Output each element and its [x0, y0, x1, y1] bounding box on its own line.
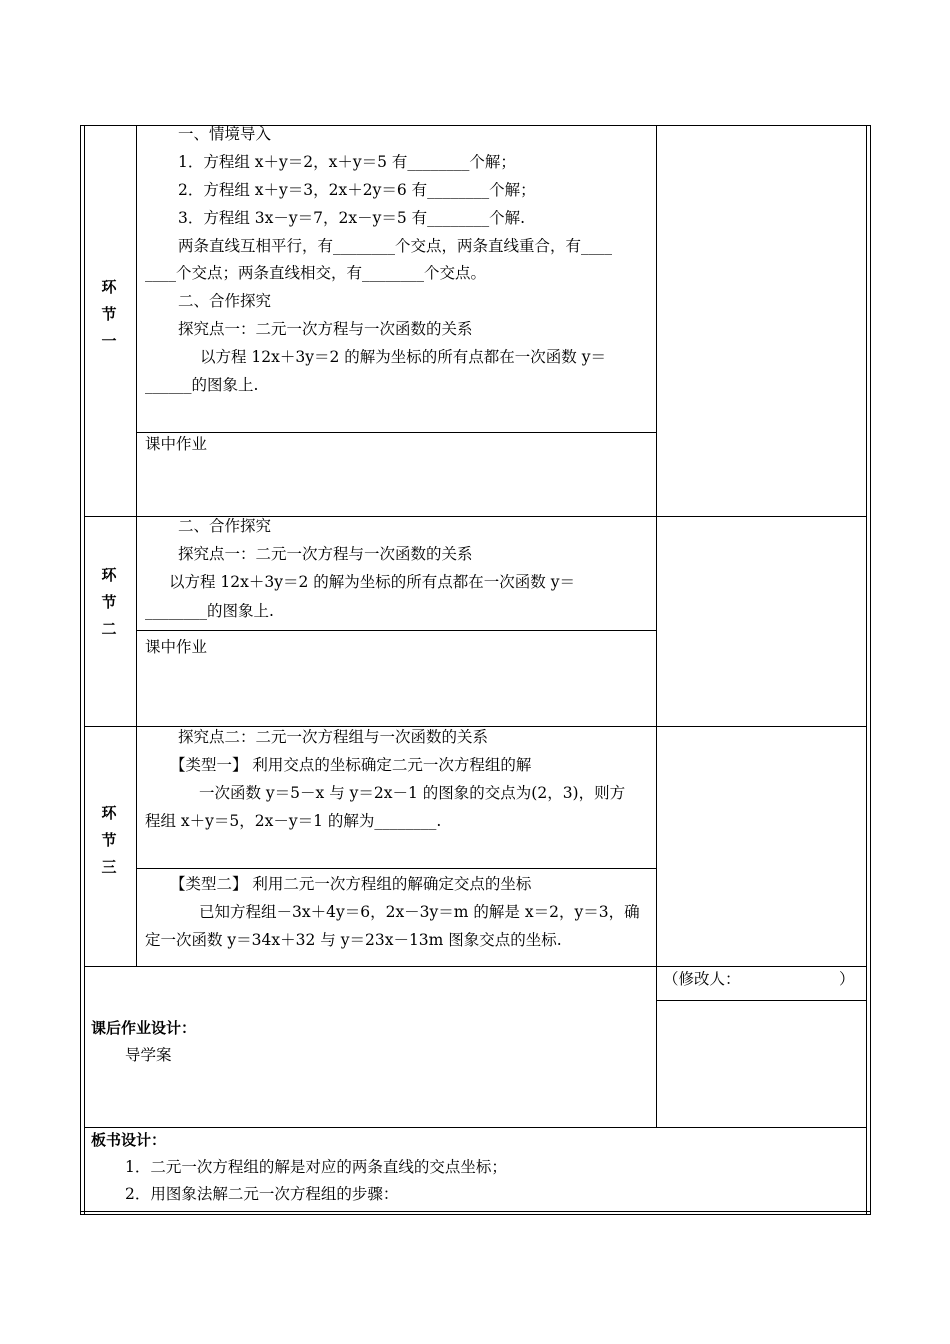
reviser-label: （修改人： ） [663, 970, 855, 988]
section3-type2-line-1: 【类型二】 利用二元一次方程组的解确定交点的坐标 [170, 875, 532, 893]
section2-label-char1: 环 [101, 566, 117, 584]
section1-line-5: 两条直线互相平行，有________个交点，两条直线重合，有____ [178, 237, 613, 255]
board-design-item-1: 1．二元一次方程组的解是对应的两条直线的交点坐标； [125, 1158, 507, 1176]
section2-label-char3: 二 [101, 620, 117, 638]
section3-line-3: 一次函数 y＝5－x 与 y＝2x－1 的图象的交点为(2，3)，则方 [199, 784, 626, 802]
table-border-left-outer [80, 125, 81, 1215]
table-border-bottom-1 [80, 1211, 871, 1212]
section3-label-char1: 环 [101, 804, 117, 822]
section1-label-char1: 环 [101, 278, 117, 296]
homework-design-content: 导学案 [125, 1046, 172, 1064]
board-design-title: 板书设计： [91, 1131, 167, 1149]
section2-homework: 课中作业 [145, 638, 208, 656]
table-border-right-inner [870, 125, 871, 1215]
row-divider-3-hw [84, 966, 867, 967]
section1-label-char3: 一 [101, 332, 117, 350]
section3-line-4: 程组 x＋y＝5，2x－y＝1 的解为________. [145, 812, 442, 830]
section1-line-6: ____个交点；两条直线相交，有________个交点。 [145, 264, 487, 282]
section3-line-2: 【类型一】 利用交点的坐标确定二元一次方程组的解 [170, 756, 532, 774]
table-border-bottom-2 [80, 1214, 871, 1215]
section1-label-char2: 节 [101, 305, 117, 323]
section2-line-4: ________的图象上. [145, 602, 274, 620]
section1-line-2: 1．方程组 x＋y＝2，x＋y＝5 有________个解； [178, 153, 516, 171]
section3-inner-divider [136, 868, 656, 869]
notes-column-divider [656, 125, 657, 1127]
row-divider-hw-board [84, 1127, 867, 1128]
reviser-divider [656, 1000, 867, 1001]
section3-type2-line-2: 已知方程组－3x＋4y＝6，2x－3y＝m 的解是 x＝2，y＝3，确 [199, 903, 640, 921]
section1-line-3: 2．方程组 x＋y＝3，2x＋2y＝6 有________个解； [178, 181, 536, 199]
label-column-divider [136, 125, 137, 966]
section2-inner-divider [136, 630, 656, 631]
section1-line-10: ______的图象上. [145, 376, 259, 394]
section3-label [82, 800, 136, 881]
section2-line-3: 以方程 12x＋3y＝2 的解为坐标的所有点都在一次函数 y＝ [169, 573, 575, 591]
section1-homework: 课中作业 [145, 435, 208, 453]
section1-line-8: 探究点一：二元一次方程与一次函数的关系 [178, 320, 473, 338]
section3-label-char2: 节 [101, 831, 117, 849]
section3-label-char3: 三 [101, 858, 117, 876]
section1-inner-divider [136, 432, 656, 433]
section2-line-2: 探究点一：二元一次方程与一次函数的关系 [178, 545, 473, 563]
table-border-right-outer [866, 125, 867, 1215]
section1-line-7: 二、合作探究 [178, 292, 272, 310]
board-design-item-2: 2．用图象法解二元一次方程组的步骤： [125, 1185, 399, 1203]
homework-design-title: 课后作业设计： [91, 1019, 197, 1037]
section1-line-4: 3．方程组 3x－y＝7，2x－y＝5 有________个解. [178, 209, 526, 227]
section2-label-char2: 节 [101, 593, 117, 611]
section3-type2-line-3: 定一次函数 y＝34x＋32 与 y＝23x－13m 图象交点的坐标. [145, 931, 562, 949]
section2-label [82, 562, 136, 643]
section1-line-9: 以方程 12x＋3y＝2 的解为坐标的所有点都在一次函数 y＝ [200, 348, 606, 366]
section1-label [82, 274, 136, 355]
section1-line-1: 一、情境导入 [178, 125, 272, 143]
section3-line-1: 探究点二：二元一次方程组与一次函数的关系 [178, 728, 489, 746]
section2-line-1: 二、合作探究 [178, 517, 272, 535]
